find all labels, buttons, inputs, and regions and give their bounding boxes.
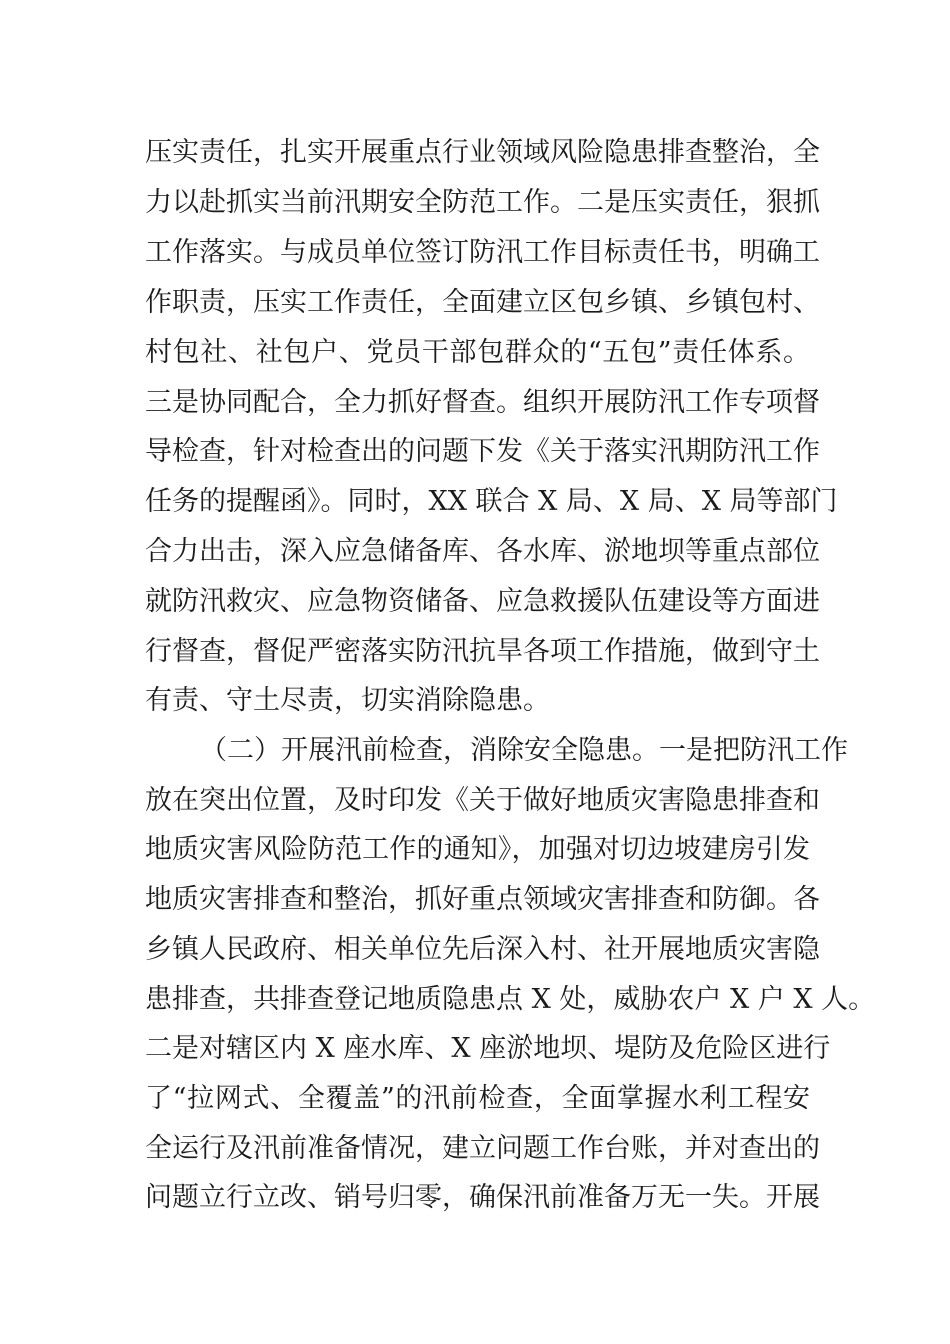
text-line: 放在突出位置，及时印发《关于做好地质灾害隐患排查和	[145, 785, 820, 816]
text-line: 力以赴抓实当前汛期安全防范工作。二是压实责任，狠抓	[145, 187, 820, 218]
text-line: 就防汛救灾、应急物资储备、应急救援队伍建设等方面进	[145, 586, 820, 617]
text-line: 全运行及汛前准备情况，建立问题工作台账，并对查出的	[145, 1133, 820, 1164]
text-line: 地质灾害风险防范工作的通知》，加强对切边坡建房引发	[145, 834, 810, 865]
text-line: 导检查，针对检查出的问题下发《关于落实汛期防汛工作	[145, 436, 820, 467]
text-line: 二是对辖区内 X 座水库、X 座淤地坝、堤防及危险区进行	[145, 1033, 831, 1064]
text-line: 患排查，共排查登记地质隐患点 X 处，威胁农户 X 户 X 人。	[145, 984, 876, 1015]
text-line: 合力出击，深入应急储备库、各水库、淤地坝等重点部位	[145, 536, 820, 567]
text-line: 地质灾害排查和整治，抓好重点领域灾害排查和防御。各	[145, 884, 820, 915]
paragraph-heading-line: （二）开展汛前检查，消除安全隐患。一是把防汛工作	[200, 735, 848, 766]
text-line: 压实责任，扎实开展重点行业领域风险隐患排查整治，全	[145, 137, 820, 168]
text-line: 有责、守土尽责，切实消除隐患。	[145, 685, 550, 716]
text-line: 乡镇人民政府、相关单位先后深入村、社开展地质灾害隐	[145, 934, 820, 965]
text-line: 村包社、社包户、党员干部包群众的“五包”责任体系。	[145, 337, 810, 368]
text-line: 工作落实。与成员单位签订防汛工作目标责任书，明确工	[145, 237, 820, 268]
text-line: 任务的提醒函》。同时，XX 联合 X 局、X 局、X 局等部门	[145, 486, 838, 517]
text-line: 三是协同配合，全力抓好督查。组织开展防汛工作专项督	[145, 387, 820, 418]
text-line: 行督查，督促严密落实防汛抗旱各项工作措施，做到守土	[145, 636, 820, 667]
text-line: 作职责，压实工作责任，全面建立区包乡镇、乡镇包村、	[145, 287, 820, 318]
text-line: 问题立行立改、销号归零，确保汛前准备万无一失。开展	[145, 1182, 820, 1213]
text-line: 了“拉网式、全覆盖”的汛前检查，全面掌握水利工程安	[145, 1083, 810, 1114]
